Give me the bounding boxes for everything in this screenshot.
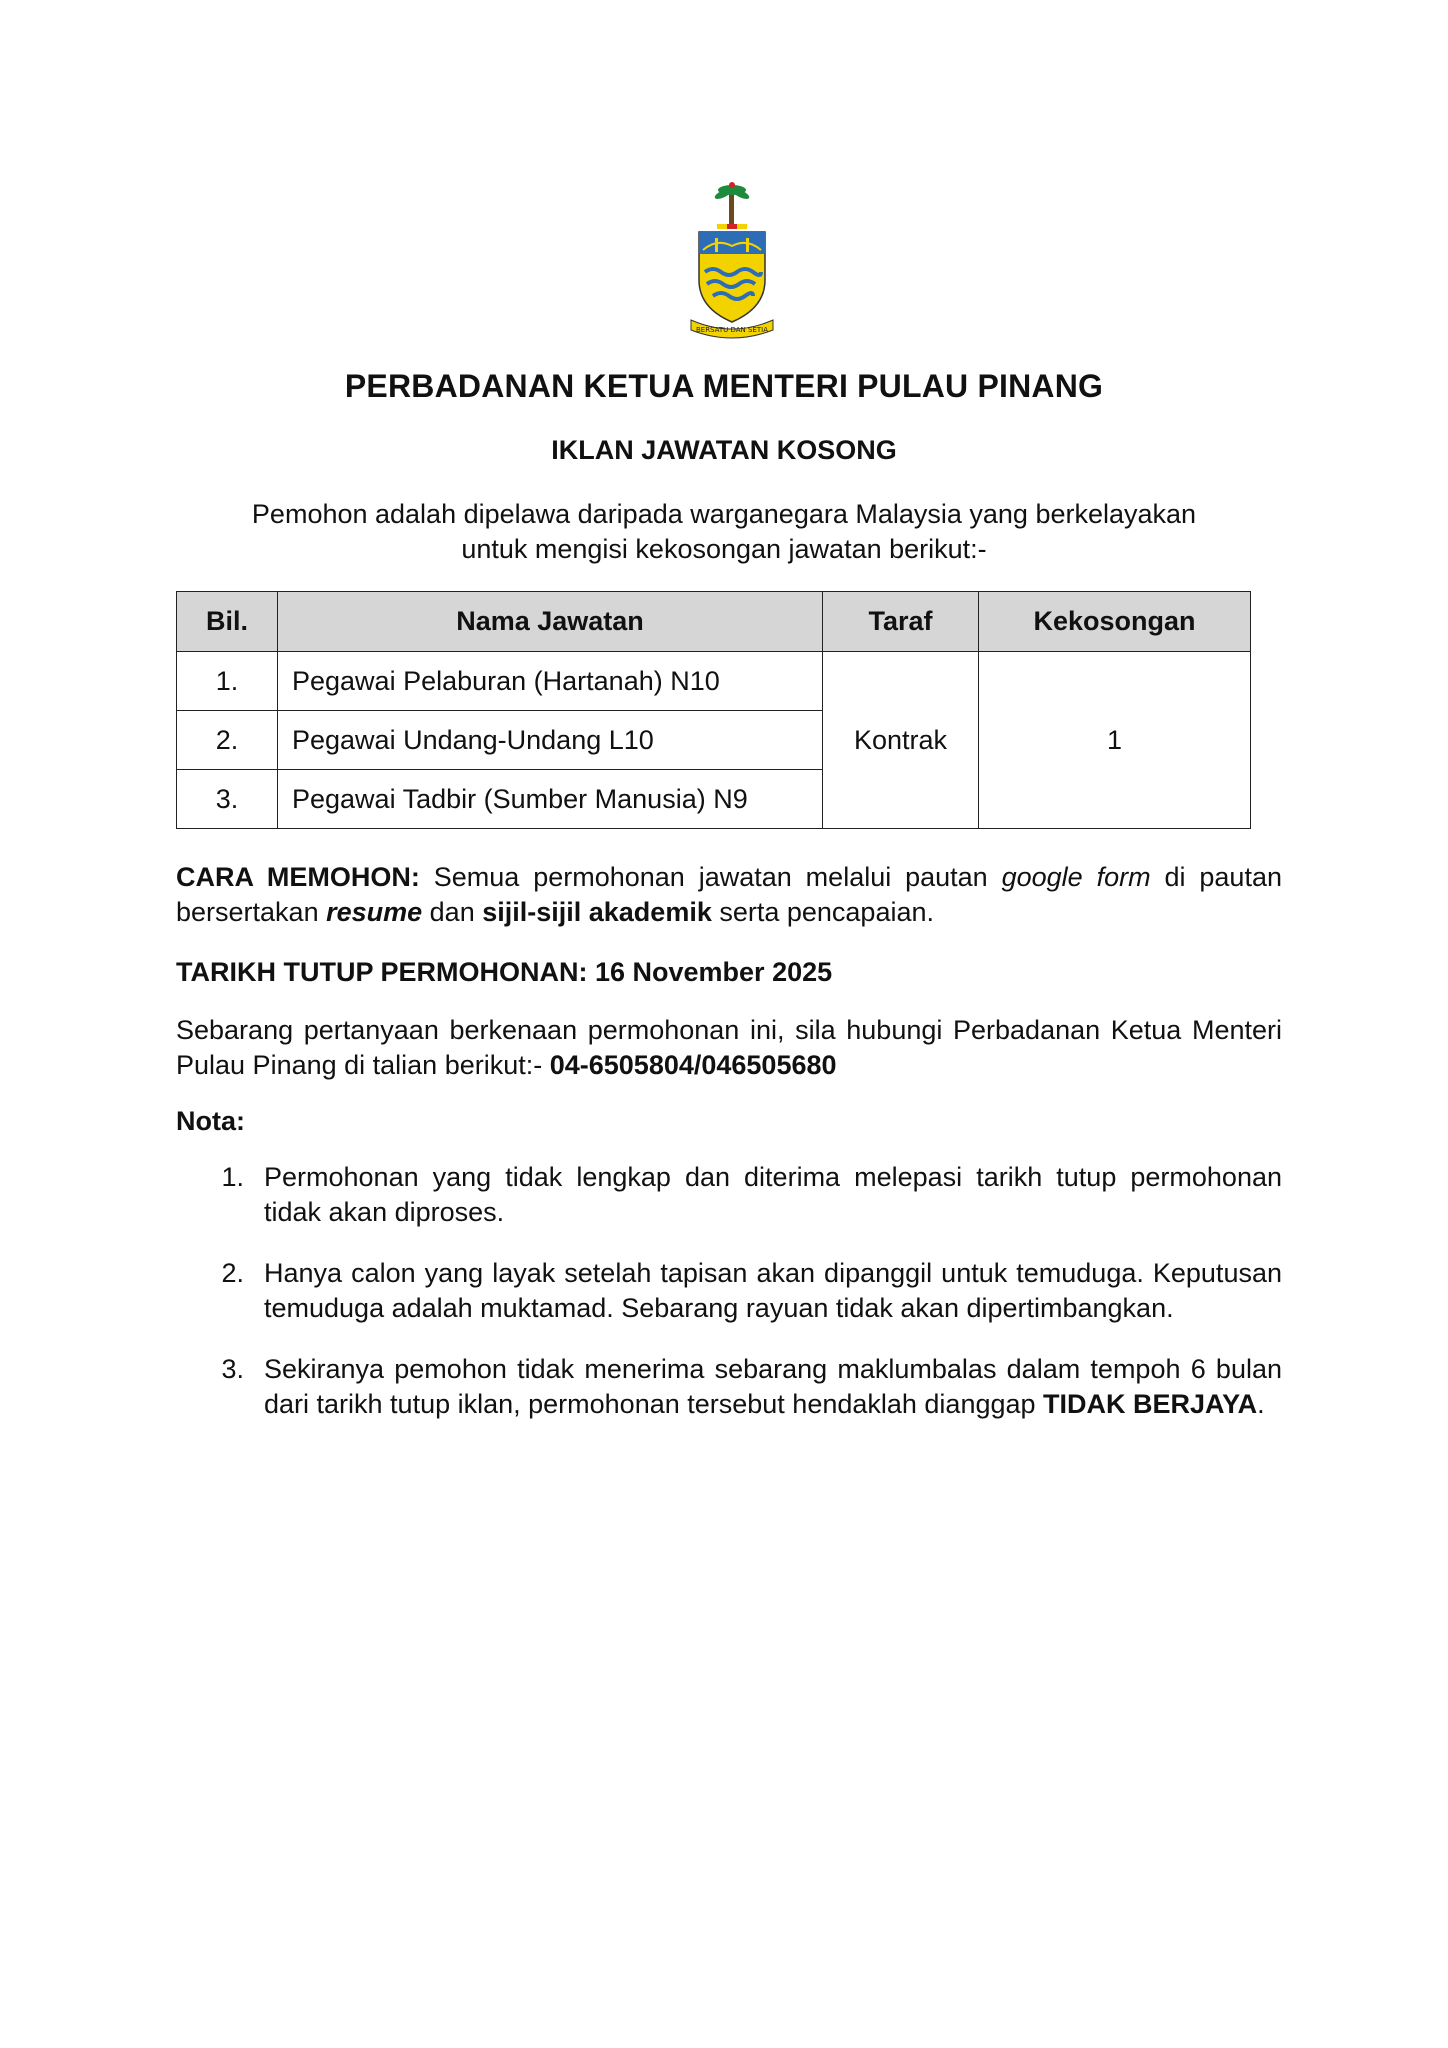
note-number: 2. xyxy=(221,1258,244,1288)
header-bil: Bil. xyxy=(177,592,278,652)
cara-text: Semua permohonan jawatan melalui pautan xyxy=(419,862,1002,892)
note-text-end: . xyxy=(1257,1389,1265,1419)
row-bil: 2. xyxy=(177,711,278,770)
phone-number: 04-6505804/046505680 xyxy=(549,1050,837,1080)
cara-label: CARA MEMOHON: xyxy=(176,862,420,892)
header-taraf: Taraf xyxy=(823,592,979,652)
intro-text xyxy=(0,497,1448,567)
row-bil: 3. xyxy=(177,770,278,829)
cara-memohon-paragraph xyxy=(176,860,1282,930)
ad-title: IKLAN JAWATAN KOSONG xyxy=(551,435,897,465)
note-number: 1. xyxy=(221,1162,244,1192)
resume-text: resume xyxy=(326,897,423,927)
nota-label: Nota: xyxy=(176,1106,245,1136)
sijil-text: sijil-sijil akademik xyxy=(482,897,712,927)
kekosongan-value: 1 xyxy=(979,652,1251,829)
crest-motto: BERSATU DAN SETIA xyxy=(695,326,769,334)
header-nama-jawatan: Nama Jawatan xyxy=(278,592,823,652)
taraf-value: Kontrak xyxy=(823,652,979,829)
note-text-body: Sekiranya pemohon tidak menerima sebarang maklumbalas dalam tempoh 6 bulan dari tarikh tutup iklan, permohonan tersebut hendaklah dianggap xyxy=(264,1354,1282,1419)
google-form-text: google form xyxy=(1001,862,1151,892)
notes-list xyxy=(176,1160,1282,1448)
note-number: 3. xyxy=(221,1354,244,1384)
cara-text: serta pencapaian. xyxy=(711,897,935,927)
header-kekosongan: Kekosongan xyxy=(979,592,1251,652)
vacancy-table xyxy=(176,591,1251,829)
row-bil: 1. xyxy=(177,652,278,711)
organization-title: PERBADANAN KETUA MENTERI PULAU PINANG xyxy=(344,368,1104,404)
note-text xyxy=(264,1352,1282,1422)
enquiry-text: Sebarang pertanyaan berkenaan permohonan ini, sila hubungi Perbadanan Ketua Menteri Pulau Pinang di talian berikut:- xyxy=(176,1015,1282,1080)
row-nama-jawatan: Pegawai Tadbir (Sumber Manusia) N9 xyxy=(278,770,823,829)
penang-coat-of-arms-icon xyxy=(687,180,777,340)
intro-line-2: untuk mengisi kekosongan jawatan berikut:- xyxy=(461,534,987,564)
list-item xyxy=(176,1160,1282,1230)
cara-text: di pautan bersertakan xyxy=(176,862,1282,927)
table-row xyxy=(177,652,1251,711)
intro-line-1: Pemohon adalah dipelawa daripada warganegara Malaysia yang berkelayakan xyxy=(251,499,1197,529)
row-nama-jawatan: Pegawai Pelaburan (Hartanah) N10 xyxy=(278,652,823,711)
list-item xyxy=(176,1352,1282,1422)
note-text: Permohonan yang tidak lengkap dan diterima melepasi tarikh tutup permohonan tidak akan diproses. xyxy=(264,1162,1282,1227)
table-header-row xyxy=(177,592,1251,652)
cara-text: dan xyxy=(422,897,483,927)
list-item xyxy=(176,1256,1282,1326)
enquiry-paragraph xyxy=(176,1013,1282,1083)
closing-date: TARIKH TUTUP PERMOHONAN: 16 November 2025 xyxy=(176,957,833,987)
tidak-berjaya-text: TIDAK BERJAYA xyxy=(1043,1389,1258,1419)
row-nama-jawatan: Pegawai Undang-Undang L10 xyxy=(278,711,823,770)
note-text: Hanya calon yang layak setelah tapisan akan dipanggil untuk temuduga. Keputusan temuduga adalah muktamad. Sebarang rayuan tidak akan dipertimbangkan. xyxy=(264,1258,1282,1323)
